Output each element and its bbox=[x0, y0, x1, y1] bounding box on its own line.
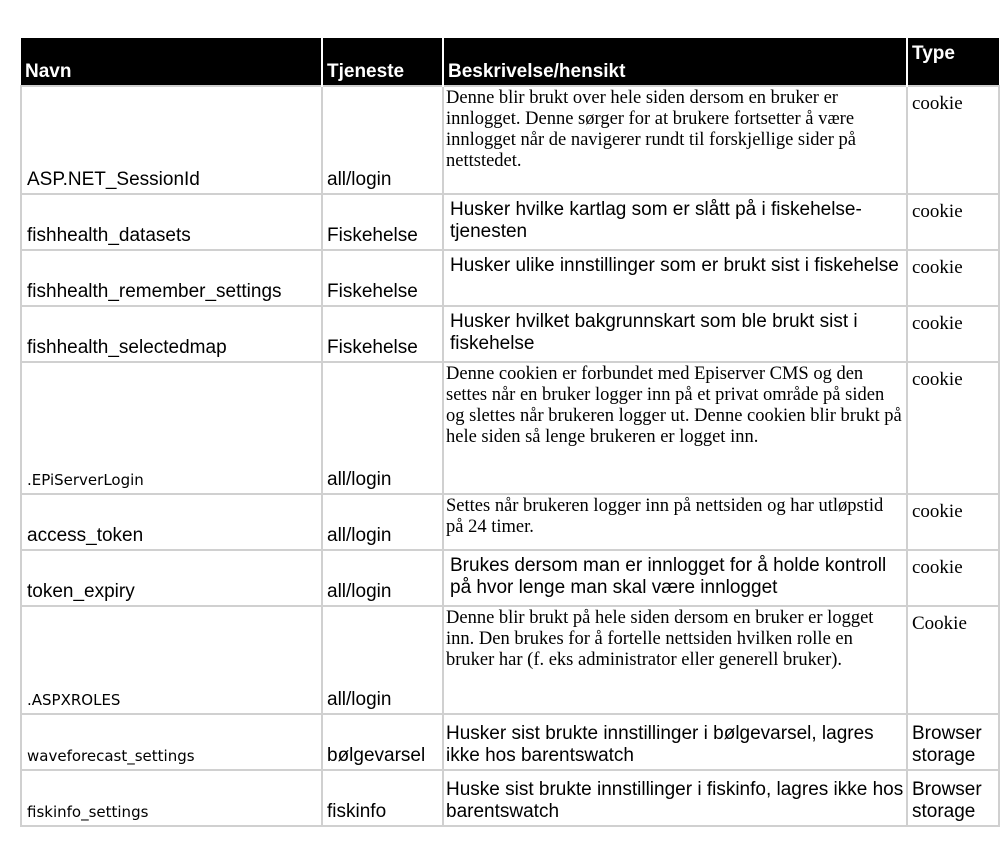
cell-type: cookie bbox=[907, 86, 999, 194]
cell-type: cookie bbox=[907, 362, 999, 494]
cell-type: Browser storage bbox=[907, 770, 999, 826]
cell-service: all/login bbox=[322, 362, 443, 494]
table-row bbox=[21, 550, 999, 606]
cell-description: Husker sist brukte innstillinger i bølgevarsel, lagres ikke hos barentswatch bbox=[443, 714, 907, 770]
table-row bbox=[21, 494, 999, 550]
cookie-table-container bbox=[20, 38, 998, 827]
cell-service: all/login bbox=[322, 494, 443, 550]
cell-type: Cookie bbox=[907, 606, 999, 714]
cell-description: Husker hvilke kartlag som er slått på i fiskehelse-tjenesten bbox=[443, 194, 907, 250]
table-header-row bbox=[21, 38, 999, 86]
cell-name: ASP.NET_SessionId bbox=[21, 86, 322, 194]
cell-description: Brukes dersom man er innlogget for å holde kontroll på hvor lenge man skal være innlogget bbox=[443, 550, 907, 606]
cell-type: cookie bbox=[907, 194, 999, 250]
header-service: Tjeneste bbox=[322, 38, 443, 86]
cell-name: fishhealth_remember_settings bbox=[21, 250, 322, 306]
cell-service: all/login bbox=[322, 606, 443, 714]
cell-name: .EPiServerLogin bbox=[21, 362, 322, 494]
cell-description: Huske sist brukte innstillinger i fiskinfo, lagres ikke hos barentswatch bbox=[443, 770, 907, 826]
table-row bbox=[21, 194, 999, 250]
cell-name: token_expiry bbox=[21, 550, 322, 606]
cell-description: Denne blir brukt på hele siden dersom en bruker er logget inn. Den brukes for å fortelle nettsiden hvilken rolle en bruker har (f. eks administrator eller generell bruker). bbox=[443, 606, 907, 714]
table-row bbox=[21, 770, 999, 826]
cell-name: waveforecast_settings bbox=[21, 714, 322, 770]
cell-description: Husker hvilket bakgrunnskart som ble brukt sist i fiskehelse bbox=[443, 306, 907, 362]
cell-type: Browser storage bbox=[907, 714, 999, 770]
cell-type: cookie bbox=[907, 250, 999, 306]
cell-service: bølgevarsel bbox=[322, 714, 443, 770]
table-row bbox=[21, 306, 999, 362]
cell-service: Fiskehelse bbox=[322, 306, 443, 362]
table-row bbox=[21, 250, 999, 306]
cookie-table bbox=[20, 38, 1000, 827]
cell-description: Settes når brukeren logger inn på nettsiden og har utløpstid på 24 timer. bbox=[443, 494, 907, 550]
header-name: Navn bbox=[21, 38, 322, 86]
cell-service: all/login bbox=[322, 550, 443, 606]
cell-service: Fiskehelse bbox=[322, 250, 443, 306]
cell-service: Fiskehelse bbox=[322, 194, 443, 250]
cell-service: fiskinfo bbox=[322, 770, 443, 826]
cell-description: Husker ulike innstillinger som er brukt sist i fiskehelse bbox=[443, 250, 907, 306]
table-row bbox=[21, 606, 999, 714]
cell-service: all/login bbox=[322, 86, 443, 194]
table-row bbox=[21, 86, 999, 194]
cell-description: Denne blir brukt over hele siden dersom en bruker er innlogget. Denne sørger for at brukere fortsetter å være innlogget når de navigerer rundt til forskjellige sider på nettstedet. bbox=[443, 86, 907, 194]
cell-name: fishhealth_selectedmap bbox=[21, 306, 322, 362]
header-description: Beskrivelse/hensikt bbox=[443, 38, 907, 86]
cell-type: cookie bbox=[907, 550, 999, 606]
cell-description: Denne cookien er forbundet med Episerver CMS og den settes når en bruker logger inn på et privat område på siden og slettes når brukeren logger ut. Denne cookien blir brukt på hele siden så lenge brukeren er logget inn. bbox=[443, 362, 907, 494]
header-type: Type bbox=[907, 38, 999, 86]
cell-name: fiskinfo_settings bbox=[21, 770, 322, 826]
cell-type: cookie bbox=[907, 494, 999, 550]
cell-name: fishhealth_datasets bbox=[21, 194, 322, 250]
table-row bbox=[21, 362, 999, 494]
cell-name: access_token bbox=[21, 494, 322, 550]
cell-name: .ASPXROLES bbox=[21, 606, 322, 714]
table-row bbox=[21, 714, 999, 770]
cell-type: cookie bbox=[907, 306, 999, 362]
